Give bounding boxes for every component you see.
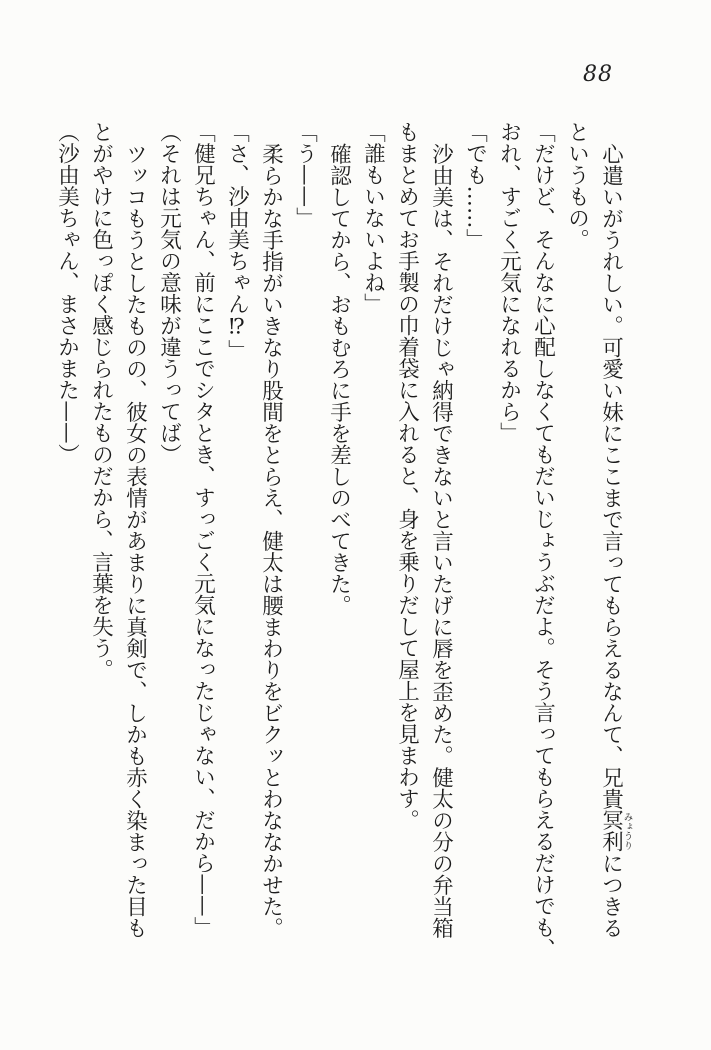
text-line: 沙由美は、それだけじゃ納得できないと言いたげに唇を歪めた。健太の分の弁当箱 [428, 142, 454, 938]
text-line: 「誰もいないよね」 [360, 121, 386, 315]
text-line: 「だけど、そんなに心配しなくてもだいじょうぶだよ。そう言ってもらえるだけでも、 [530, 121, 556, 960]
text-line: もまとめてお手製の巾着袋に入れると、身を乗りだして屋上を見まわす。 [394, 121, 420, 831]
text-line: ツッコもうとしたものの、彼女の表情があまりに真剣で、しかも赤く染まった目も [122, 142, 148, 938]
text-line: 確認してから、おもむろに手を差しのべてきた。 [326, 142, 352, 616]
text-line: 柔らかな手指がいきなり股間をとらえ、健太は腰まわりをビクッとわななかせた。 [258, 142, 284, 938]
text-block [54, 121, 632, 1001]
ruby-annotated-word: 冥利みょうり [598, 809, 633, 852]
text-line: （沙由美ちゃん、まさかまた——） [54, 121, 80, 465]
text-line: 「健兄ちゃん、前にここでシタとき、すっごく元気になったじゃない、だから——」 [190, 121, 216, 938]
text-line: 心遣いがうれしい。可愛い妹にここまで言ってもらえるなんて、兄貴冥利みょうりにつきる [598, 142, 633, 938]
page-number: 88 [583, 62, 613, 87]
text-line: 「う——」 [292, 121, 318, 229]
text-line: 「さ、沙由美ちゃん⁉」 [224, 121, 250, 361]
text-line: （それは元気の意味が違うってば） [156, 121, 182, 465]
text-line: とがやけに色っぽく感じられたものだから、言葉を失う。 [88, 121, 114, 680]
text-line: おれ、すごく元気になれるから」 [496, 121, 522, 444]
text-line: 「でも……」 [462, 121, 488, 250]
text-line: というもの。 [564, 121, 590, 250]
